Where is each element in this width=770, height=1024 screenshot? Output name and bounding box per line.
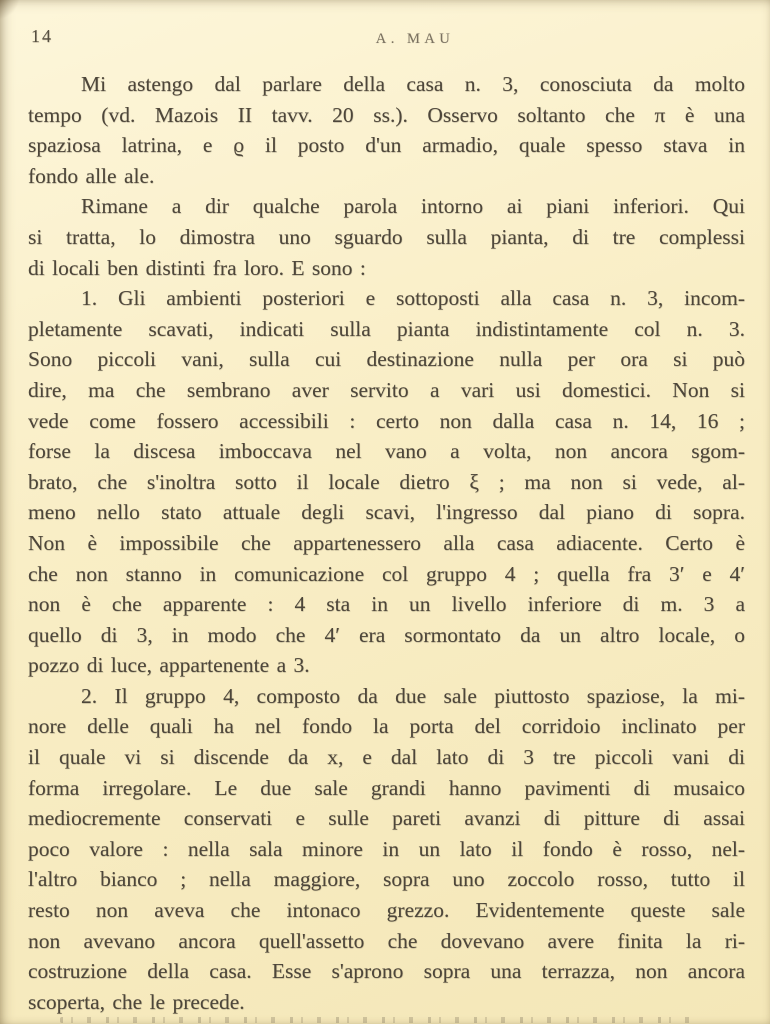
running-header-author: A. MAU <box>375 31 455 47</box>
text-line: quello di 3, in modo che 4′ era sormontato da un altro locale, o <box>28 622 745 647</box>
text-line: tempo (vd. Mazois II tavv. 20 ss.). Osservo soltanto che π è una <box>28 102 745 127</box>
text-line: che non stanno in comunicazione col gruppo 4 ; quella fra 3′ e 4′ <box>28 561 745 586</box>
page-body <box>28 69 745 1017</box>
text-line: forse la discesa imboccava nel vano a volta, non ancora sgom- <box>28 439 745 464</box>
text-line: brato, che s'inoltra sotto il locale dietro ξ ; ma non si vede, al- <box>28 469 745 494</box>
text-line: Non è impossibile che appartenessero alla casa adiacente. Certo è <box>28 530 745 555</box>
text-line: resto non aveva che intonaco grezzo. Evidentemente queste sale <box>28 898 745 923</box>
scan-edge-smudge <box>0 0 20 20</box>
text-line: meno nello stato attuale degli scavi, l'ingresso dal piano di sopra. <box>28 500 745 525</box>
text-line: forma irregolare. Le due sale grandi hanno pavimenti di musaico <box>28 775 745 800</box>
text-line: si tratta, lo dimostra uno sguardo sulla pianta, di tre complessi <box>28 224 745 249</box>
text-line: Rimane a dir qualche parola intorno ai piani inferiori. Qui <box>81 194 745 219</box>
text-line: nore delle quali ha nel fondo la porta del corridoio inclinato per <box>28 714 745 739</box>
text-line: l'altro bianco ; nella maggiore, sopra uno zoccolo rosso, tutto il <box>28 867 745 892</box>
text-line: non avevano ancora quell'assetto che dovevano avere finita la ri- <box>28 928 745 953</box>
text-line: poco valore : nella sala minore in un lato il fondo è rosso, nel- <box>28 836 745 861</box>
page-number: 14 <box>31 26 53 46</box>
text-line: scoperta, che le precede. <box>28 989 245 1014</box>
text-line: Mi astengo dal parlare della casa n. 3, conosciuta da molto <box>81 72 745 96</box>
text-line: 1. Gli ambienti posteriori e sottoposti alla casa n. 3, incom- <box>81 286 745 311</box>
text-line: di locali ben distinti fra loro. E sono : <box>28 255 366 280</box>
clipped-next-line <box>60 1017 700 1023</box>
text-line: pletamente scavati, indicati sulla pianta indistintamente col n. 3. <box>28 316 745 341</box>
text-line: fondo alle ale. <box>28 163 155 188</box>
text-line: spaziosa latrina, e ϱ il posto d'un armadio, quale spesso stava in <box>28 133 745 158</box>
text-line: Sono piccoli vani, sulla cui destinazione nulla per ora si può <box>28 347 745 372</box>
text-line: 2. Il gruppo 4, composto da due sale piuttosto spaziose, la mi- <box>81 683 745 708</box>
paragraph <box>28 283 745 681</box>
paragraph <box>28 191 745 283</box>
text-line: pozzo di luce, appartenente a 3. <box>28 653 310 678</box>
text-line: dire, ma che sembrano aver servito a vari usi domestici. Non si <box>28 377 745 402</box>
text-line: costruzione della casa. Esse s'aprono sopra una terrazza, non ancora <box>28 959 745 984</box>
text-line: mediocremente conservati e sulle pareti avanzi di pitture di assai <box>28 806 745 831</box>
paragraph <box>28 681 745 1018</box>
paragraph <box>28 69 745 191</box>
text-line: non è che apparente : 4 sta in un livello inferiore di m. 3 a <box>28 592 745 617</box>
text-line: il quale vi si discende da x, e dal lato di 3 tre piccoli vani di <box>28 745 745 770</box>
text-line: vede come fossero accessibili : certo non dalla casa n. 14, 16 ; <box>28 408 745 433</box>
